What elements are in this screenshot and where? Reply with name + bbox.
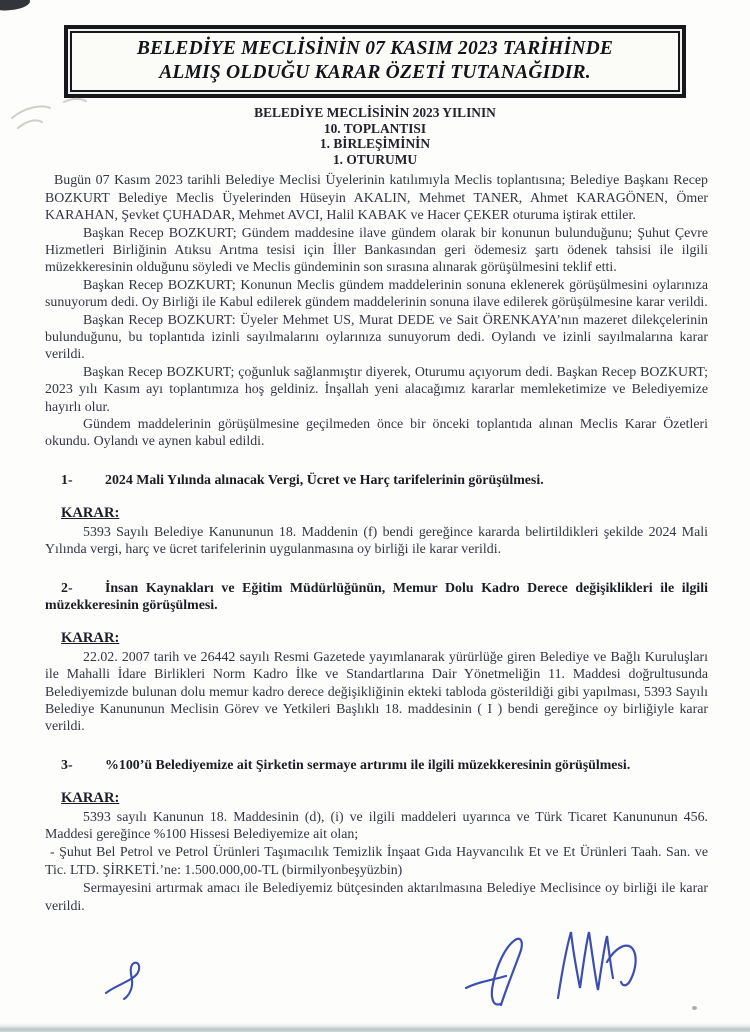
agenda-item-2-number: 2- bbox=[61, 580, 73, 596]
subheader-session-no: 1. BİRLEŞİMİNİN bbox=[319, 136, 431, 152]
document-title-line2: ALMIŞ OLDUĞU KARAR ÖZETİ TUTANAĞIDIR. bbox=[159, 62, 591, 83]
page-bottom-edge bbox=[0, 1023, 750, 1032]
agenda-item-3-title: %100’ü Belediyemize ait Şirketin sermaye artırımı ile ilgili müzekkeresinin görüşülmesi. bbox=[105, 757, 631, 773]
agenda-item-1-heading bbox=[45, 472, 708, 489]
agenda-item-2-heading bbox=[45, 580, 708, 615]
agenda-item-1-title: 2024 Mali Yılında alınacak Vergi, Ücret ve Harç tarifelerinin görüşülmesi. bbox=[105, 472, 544, 488]
agenda-item-2-title: İnsan Kaynakları ve Eğitim Müdürlüğünün, Memur Dolu Kadro Derece değişiklikleri ile ilgili müzekkeresinin görüşülmesi. bbox=[45, 580, 708, 613]
decision-label-3: KARAR: bbox=[61, 790, 120, 807]
signature-ink-right bbox=[552, 920, 648, 1008]
body-paragraph: Gündem maddelerinin görüşülmesine geçilmeden önce bir önceki toplantıda alınan Meclis Karar Özetleri okundu. Oylandı ve aynen kabul edildi. bbox=[45, 417, 708, 450]
decision-text-3a: 5393 sayılı Kanunun 18. Maddesinin (d), (i) ve ilgili maddeleri uyarınca ve Türk Ticaret Kanununun 456. Maddesi gereğince %100 Hissesi Belediyemize ait olan; bbox=[45, 809, 708, 842]
decision-label-1: KARAR: bbox=[61, 505, 120, 522]
meeting-subheader bbox=[0, 105, 750, 167]
signature-row bbox=[0, 918, 750, 1018]
subheader-sitting-no: 1. OTURUMU bbox=[332, 151, 418, 167]
decision-text-1: 5393 Sayılı Belediye Kanununun 18. Maddenin (f) bendi gereğince kararda belirtildikleri şekilde 2024 Mali Yılında vergi, harç ve ücret tarifelerinin uygulanmasına oy birliği ile karar verildi. bbox=[45, 524, 708, 558]
body-paragraph: Başkan Recep BOZKURT; çoğunluk sağlanmıştır diyerek, Oturumu açıyorum dedi. Başkan Recep BOZKURT; 2023 yılı Kasım ayı toplantımıza hoş geldiniz. İnşallah yeni alacağımız kararlar memleketimize ve Belediyemize hayırlı olur. bbox=[45, 364, 708, 415]
agenda-item-3-number: 3- bbox=[61, 757, 73, 773]
decision-text-3c: Sermayesini artırmak amacı ile Belediyemiz bütçesinden aktarılmasına Belediye Meclisince oy birliği ile karar verildi. bbox=[45, 881, 708, 914]
pencil-smudge-mark bbox=[6, 88, 96, 138]
subheader-council-year: BELEDİYE MECLİSİNİN 2023 YILININ bbox=[254, 105, 496, 120]
scan-corner-smudge bbox=[0, 0, 31, 12]
document-title-line1: BELEDİYE MECLİSİNİN 07 KASIM 2023 TARİHİNDE bbox=[136, 38, 614, 59]
body-paragraph: Başkan Recep BOZKURT; Konunun Meclis gündem maddelerinin sonuna eklenerek görüşülmesini oylarınıza sunuyorum dedi. Oy Birliği ile Kabul edilerek gündem maddelerinin sonuna ilave edilerek görüşülmesine karar verildi. bbox=[45, 277, 708, 311]
agenda-item-1-number: 1- bbox=[61, 472, 73, 488]
document-title-box bbox=[64, 25, 686, 98]
signature-ink-middle bbox=[462, 930, 538, 1012]
document-body bbox=[45, 172, 708, 915]
decision-text-2: 22.02. 2007 tarih ve 26442 sayılı Resmi Gazetede yayımlanarak yürürlüğe giren Belediye ve Bağlı Kuruluşları ile Mahalli İdare Birlikleri Norm Kadro İlke ve Standartlarına Dair Yönetmeliğin 11. Maddesi doğrultusunda Belediyemizde bulunan dolu memur kadro derece değişikliğinin ekteki tabloda gösterildiği gibi yapılması, 5393 Sayılı Belediye Kanununun Meclisin Görev ve Yetkileri Başlıklı 18. maddesinin ( I ) bendi gereğince oy birliğiyle karar verildi. bbox=[45, 649, 708, 735]
agenda-item-3-heading bbox=[45, 757, 708, 774]
scan-speck bbox=[692, 1006, 697, 1010]
body-paragraph: Bugün 07 Kasım 2023 tarihli Belediye Meclisi Üyelerinin katılımıyla Meclis toplantısına; Belediye Başkanı Recep BOZKURT Belediye Meclis Üyelerinden Hüseyin AKALIN, Mehmet TANER, Ahmet KARAGÖNEN, Ömer KARAHAN, Şevket ÇUHADAR, Mehmet AVCI, Halil KABAK ve Hacer ÇEKER oturuma iştirak ettiler. bbox=[45, 173, 708, 224]
decision-label-2: KARAR: bbox=[61, 630, 120, 647]
subheader-meeting-no: 10. TOPLANTISI bbox=[323, 120, 427, 136]
document-title-box-inner bbox=[70, 31, 680, 92]
body-paragraph: Başkan Recep BOZKURT; Gündem maddesine ilave gündem olarak bir konunun bulunduğunu; Şuhut Çevre Hizmetleri Birliğinin Atıksu Arıtma tesisi için İller Bankasından geri ödemesiz şartı ödenek tahsisi ile ilgili müzekkeresinin olduğunu söyledi ve Meclis gündeminin son sırasına alınarak görüşülmesini teklif etti. bbox=[45, 225, 708, 276]
signature-ink-left bbox=[100, 948, 164, 1006]
decision-text-3b: - Şuhut Bel Petrol ve Petrol Ürünleri Taşımacılık Temizlik İnşaat Gıda Hayvancılık Et ve Et Ürünleri Taah. San. ve Tic. LTD. ŞİRKETİ.’ne: 1.500.000,00-TL (birmilyonbeşyüzbin) bbox=[45, 845, 708, 878]
body-paragraph: Başkan Recep BOZKURT: Üyeler Mehmet US, Murat DEDE ve Sait ÖRENKAYA’nın mazeret dilekçelerinin bulunduğunu, bu toplantıda izinli sayılmalarını oylarınıza sunuyorum dedi. Oylandı ve izinli sayılmalarına karar verildi. bbox=[45, 312, 708, 363]
